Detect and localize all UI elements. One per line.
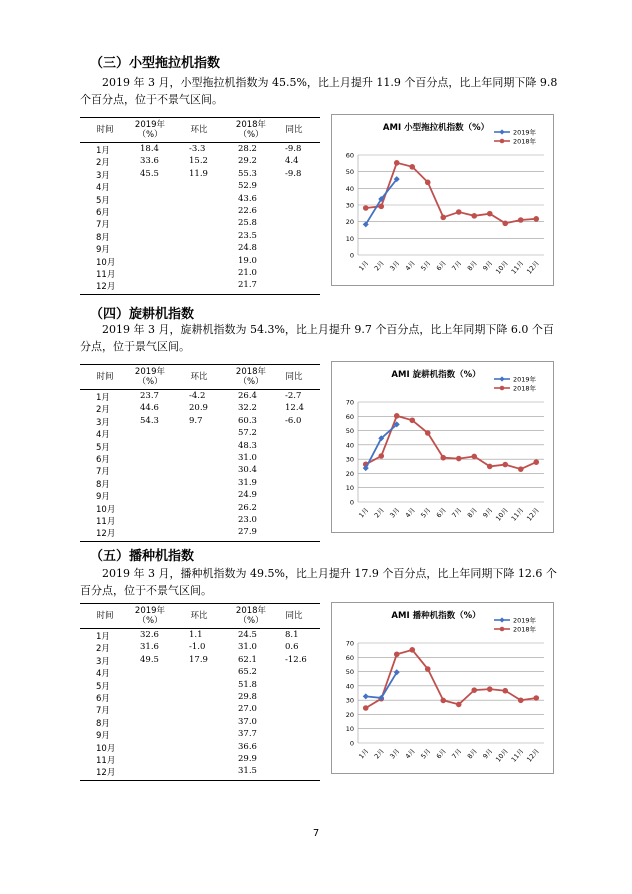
data-point: [502, 688, 508, 694]
y-tick-label: 70: [345, 398, 354, 407]
y-tick-label: 20: [345, 469, 354, 478]
y-tick-label: 50: [345, 168, 354, 177]
table-cell: 1月: [96, 146, 110, 156]
chart-title: AMI 小型拖拉机指数（%）: [382, 123, 490, 133]
section-paragraph: 2019 年 3 月，播种机指数为 49.5%，比上月提升 17.9 个百分点，比上年同期下降 12.6 个百分点，位于不景气区间。: [80, 567, 557, 597]
table-row: [80, 766, 320, 778]
series-line: [366, 650, 537, 708]
table-cell: 4月: [96, 669, 110, 680]
x-tick-label: 10月: [494, 747, 510, 764]
data-point: [378, 204, 384, 210]
x-tick-label: 10月: [494, 506, 510, 523]
table-cell: 31.5: [238, 766, 257, 777]
section-heading: （五）播种机指数: [90, 549, 195, 564]
x-tick-label: 7月: [450, 747, 464, 761]
section-paragraph: 2019 年 3 月，小型拖拉机指数为 45.5%，比上月提升 11.9 个百分点，比上年同期下降 9.8 个百分点，位于不景气区间。: [80, 76, 558, 106]
x-tick-label: 2月: [372, 259, 386, 273]
legend-marker: [500, 627, 505, 632]
section-paragraph: 2019 年 3 月，旋耕机指数为 54.3%，比上月提升 9.7 个百分点，比上年同期下降 6.0 个百分点，位于景气区间。: [80, 323, 554, 353]
table-cell: 17.9: [189, 654, 208, 665]
table-row: [80, 403, 320, 415]
table-cell: 18.4: [140, 144, 159, 154]
series-line: [366, 416, 537, 469]
table-cell: 30.4: [238, 465, 257, 476]
y-tick-label: 50: [345, 668, 354, 677]
page-number: 7: [312, 828, 320, 839]
table-cell: 11月: [96, 517, 116, 527]
table-cell: 54.3: [140, 415, 159, 426]
table-header-cell: 2018年 （%）: [235, 367, 267, 387]
x-tick-label: 4月: [403, 259, 417, 273]
data-point: [456, 702, 462, 708]
section-heading: （四）旋耕机指数: [90, 307, 195, 322]
table-row: [80, 428, 320, 440]
table-cell: 31.0: [238, 453, 257, 463]
table-cell: 8月: [96, 232, 110, 243]
table-cell: -2.7: [285, 391, 302, 401]
x-tick-label: 11月: [509, 506, 526, 523]
x-tick-label: 5月: [419, 747, 433, 761]
table-cell: 7月: [96, 220, 110, 231]
data-point: [533, 695, 539, 701]
y-tick-label: 40: [345, 682, 354, 691]
table-header-row: [80, 117, 320, 143]
table-row: [80, 243, 320, 255]
y-tick-label: 20: [345, 710, 354, 719]
data-point: [440, 698, 446, 704]
table-cell: 31.0: [238, 642, 257, 653]
table-cell: 5月: [96, 442, 110, 453]
legend-marker: [499, 129, 504, 134]
table-cell: 3月: [96, 656, 110, 667]
table-cell: 24.9: [238, 490, 257, 501]
line-chart-rotary-tiller: [331, 361, 554, 533]
data-point: [425, 430, 431, 436]
table-header-cell: 2019年 （%）: [134, 606, 166, 626]
data-point: [394, 413, 400, 419]
data-point: [533, 459, 539, 465]
x-tick-label: 12月: [525, 747, 541, 764]
data-point: [440, 215, 446, 221]
table-cell: 8月: [96, 479, 110, 490]
x-tick-label: 3月: [388, 506, 402, 520]
x-tick-label: 9月: [481, 506, 495, 520]
table-cell: 23.7: [140, 391, 159, 401]
x-tick-label: 7月: [450, 506, 464, 520]
table-row: [80, 503, 320, 515]
table-header-cell: 环比: [190, 611, 208, 621]
table-cell: 24.8: [238, 243, 257, 254]
table-cell: 25.8: [238, 218, 257, 229]
data-point: [440, 455, 446, 461]
legend-marker: [499, 617, 504, 622]
table-cell: 21.7: [238, 280, 257, 291]
table-cell: -4.2: [189, 391, 206, 401]
x-tick-label: 7月: [450, 259, 464, 273]
legend-label: 2018年: [513, 137, 537, 146]
table-row: [80, 642, 320, 654]
line-chart-small-tractor: [331, 114, 554, 286]
table-cell: -9.8: [285, 144, 302, 154]
legend-label: 2018年: [513, 384, 537, 393]
table-cell: 19.0: [238, 255, 257, 266]
line-chart-seeder: [331, 602, 554, 774]
legend-marker: [500, 139, 505, 144]
table-header-cell: 同比: [285, 372, 303, 382]
table-cell: 29.9: [238, 754, 257, 764]
table-cell: 23.0: [238, 515, 257, 525]
table-cell: 7月: [96, 467, 110, 478]
data-point: [425, 666, 431, 672]
table-row: [80, 527, 320, 539]
data-point: [456, 209, 462, 215]
table-cell: 43.6: [238, 193, 257, 204]
x-tick-label: 2月: [372, 747, 386, 761]
x-tick-label: 8月: [465, 747, 479, 761]
table-row: [80, 667, 320, 679]
table-row: [80, 268, 320, 280]
x-tick-label: 6月: [434, 506, 448, 520]
y-tick-label: 10: [345, 725, 354, 734]
table-cell: 7月: [96, 706, 110, 717]
table-row: [80, 218, 320, 230]
table-bottom-rule: [80, 294, 320, 295]
table-cell: 23.5: [238, 230, 257, 241]
data-point: [487, 211, 493, 217]
table-header-cell: 2019年 （%）: [134, 120, 166, 140]
table-cell: 5月: [96, 681, 110, 692]
table-row: [80, 490, 320, 502]
table-row: [80, 256, 320, 268]
table-cell: 26.2: [238, 502, 257, 513]
table-cell: 45.5: [140, 168, 159, 179]
table-cell: 26.4: [238, 391, 257, 401]
table-cell: 11月: [96, 270, 116, 280]
table-cell: 11.9: [189, 168, 208, 179]
table-cell: 9月: [96, 245, 110, 256]
table-cell: 62.1: [238, 654, 257, 665]
table-cell: 12月: [96, 768, 116, 779]
data-point: [518, 697, 524, 703]
table-cell: 3月: [96, 417, 110, 428]
table-row: [80, 453, 320, 465]
table-cell: 1月: [96, 632, 110, 642]
table-header-cell: 2018年 （%）: [235, 606, 267, 626]
table-bottom-rule: [80, 541, 320, 542]
table-cell: 12月: [96, 282, 116, 293]
table-cell: 49.5: [140, 654, 159, 665]
x-tick-label: 1月: [357, 506, 371, 520]
y-tick-label: 10: [345, 234, 354, 243]
data-point: [518, 217, 524, 223]
table-cell: 27.0: [238, 704, 257, 715]
y-tick-label: 40: [345, 184, 354, 193]
table-cell: 44.6: [140, 403, 159, 414]
series-line: [366, 672, 397, 698]
table-cell: 5月: [96, 195, 110, 206]
table-row: [80, 754, 320, 766]
data-point: [456, 456, 462, 462]
y-tick-label: 20: [345, 218, 354, 227]
table-row: [80, 416, 320, 428]
x-tick-label: 3月: [388, 259, 402, 273]
table-header-row: [80, 364, 320, 390]
table-cell: 8月: [96, 718, 110, 729]
table-row: [80, 144, 320, 156]
data-point: [409, 647, 415, 653]
table-cell: 10月: [96, 257, 116, 268]
data-point: [502, 221, 508, 227]
table-cell: 9月: [96, 492, 110, 503]
y-tick-label: 40: [345, 441, 354, 450]
table-cell: 51.8: [238, 679, 257, 690]
table-cell: 31.6: [140, 642, 159, 653]
x-tick-label: 8月: [465, 259, 479, 273]
y-tick-label: 60: [345, 412, 354, 421]
data-point: [394, 651, 400, 657]
table-row: [80, 465, 320, 477]
table-bottom-rule: [80, 780, 320, 781]
x-tick-label: 4月: [403, 506, 417, 520]
table-cell: 21.0: [238, 268, 257, 278]
y-tick-label: 30: [345, 201, 354, 210]
table-cell: 20.9: [189, 403, 208, 414]
table-cell: 3月: [96, 170, 110, 181]
table-row: [80, 717, 320, 729]
y-tick-label: 0: [349, 498, 354, 507]
table-cell: 65.2: [238, 667, 257, 678]
table-cell: 12月: [96, 529, 116, 540]
table-cell: 48.3: [238, 440, 257, 451]
table-header-cell: 2019年 （%）: [134, 367, 166, 387]
legend-label: 2019年: [513, 375, 537, 384]
table-header-cell: 同比: [285, 611, 303, 621]
table-row: [80, 206, 320, 218]
y-tick-label: 50: [345, 427, 354, 436]
x-tick-label: 8月: [465, 506, 479, 520]
x-tick-label: 1月: [357, 259, 371, 273]
table-cell: 0.6: [285, 642, 299, 653]
table-cell: 36.6: [238, 741, 257, 752]
table-row: [80, 169, 320, 181]
table-row: [80, 729, 320, 741]
x-tick-label: 6月: [434, 747, 448, 761]
table-header-cell: 环比: [190, 125, 208, 135]
table-row: [80, 680, 320, 692]
section-heading: （三）小型拖拉机指数: [90, 56, 221, 71]
x-tick-label: 12月: [525, 506, 541, 523]
table-row: [80, 181, 320, 193]
table-row: [80, 704, 320, 716]
table-cell: 9.7: [189, 415, 203, 426]
table-cell: 2月: [96, 158, 110, 169]
table-cell: 1月: [96, 393, 110, 403]
table-row: [80, 441, 320, 453]
table-cell: 4月: [96, 183, 110, 194]
table-row: [80, 692, 320, 704]
data-point: [409, 164, 415, 170]
table-row: [80, 391, 320, 403]
x-tick-label: 9月: [481, 747, 495, 761]
table-cell: 11月: [96, 756, 116, 766]
x-tick-label: 5月: [419, 506, 433, 520]
table-cell: 28.2: [238, 144, 257, 154]
table-row: [80, 630, 320, 642]
table-row: [80, 655, 320, 667]
table-header-cell: 同比: [285, 125, 303, 135]
table-row: [80, 515, 320, 527]
table-cell: 2月: [96, 405, 110, 416]
data-point: [533, 216, 539, 222]
table-row: [80, 280, 320, 292]
data-point: [518, 466, 524, 472]
data-point: [487, 686, 493, 692]
x-tick-label: 6月: [434, 259, 448, 273]
data-point: [471, 687, 477, 693]
y-tick-label: 60: [345, 151, 354, 160]
table-cell: 31.9: [238, 477, 257, 488]
chart-title: AMI 旋耕机指数（%）: [391, 370, 481, 380]
table-cell: 37.0: [238, 716, 257, 727]
x-tick-label: 9月: [481, 259, 495, 273]
table-cell: 8.1: [285, 630, 299, 640]
y-tick-label: 30: [345, 455, 354, 464]
data-point: [502, 462, 508, 468]
legend-marker: [499, 376, 504, 381]
table-cell: 6月: [96, 694, 110, 704]
table-cell: 52.9: [238, 181, 257, 192]
y-tick-label: 30: [345, 696, 354, 705]
data-point: [363, 693, 369, 699]
table-cell: 29.8: [238, 692, 257, 702]
table-cell: 32.2: [238, 403, 257, 414]
data-point: [471, 213, 477, 219]
table-cell: 6月: [96, 208, 110, 218]
table-header-cell: 时间: [96, 372, 114, 382]
table-cell: 22.6: [238, 206, 257, 216]
y-tick-label: 0: [349, 251, 354, 260]
table-cell: 6月: [96, 455, 110, 465]
table-cell: 27.9: [238, 527, 257, 538]
data-point: [363, 205, 369, 211]
table-cell: 55.3: [238, 168, 257, 179]
table-row: [80, 742, 320, 754]
table-cell: -3.3: [189, 144, 206, 154]
table-cell: -9.8: [285, 168, 302, 179]
data-point: [363, 705, 369, 711]
table-cell: 10月: [96, 743, 116, 754]
table-header-row: [80, 603, 320, 629]
table-row: [80, 194, 320, 206]
table-header-cell: 时间: [96, 611, 114, 621]
table-cell: 29.2: [238, 156, 257, 167]
y-tick-label: 10: [345, 484, 354, 493]
y-tick-label: 70: [345, 639, 354, 648]
x-tick-label: 5月: [419, 259, 433, 273]
table-cell: 4月: [96, 430, 110, 441]
table-cell: 57.2: [238, 428, 257, 439]
table-header-cell: 时间: [96, 125, 114, 135]
x-tick-label: 4月: [403, 747, 417, 761]
table-cell: 4.4: [285, 156, 299, 167]
table-cell: -1.0: [189, 642, 206, 653]
legend-label: 2018年: [513, 625, 537, 634]
table-row: [80, 478, 320, 490]
table-header-cell: 2018年 （%）: [235, 120, 267, 140]
data-point: [409, 417, 415, 423]
y-tick-label: 60: [345, 653, 354, 662]
table-cell: 37.7: [238, 729, 257, 740]
x-tick-label: 2月: [372, 506, 386, 520]
x-tick-label: 11月: [509, 259, 526, 276]
table-header-cell: 环比: [190, 372, 208, 382]
chart-title: AMI 播种机指数（%）: [391, 611, 481, 621]
data-point: [487, 464, 493, 470]
table-cell: 9月: [96, 731, 110, 742]
legend-label: 2019年: [513, 128, 537, 137]
x-tick-label: 1月: [357, 747, 371, 761]
table-cell: 12.4: [285, 403, 304, 414]
legend-label: 2019年: [513, 616, 537, 625]
x-tick-label: 10月: [494, 259, 510, 276]
table-cell: -12.6: [285, 654, 307, 665]
data-point: [378, 453, 384, 459]
table-cell: 60.3: [238, 415, 257, 426]
data-point: [394, 160, 400, 166]
table-cell: 32.6: [140, 630, 159, 640]
table-cell: 15.2: [189, 156, 208, 167]
table-cell: 24.5: [238, 630, 257, 640]
data-point: [425, 180, 431, 186]
y-tick-label: 0: [349, 739, 354, 748]
table-cell: 2月: [96, 644, 110, 655]
table-cell: 10月: [96, 504, 116, 515]
table-row: [80, 231, 320, 243]
data-point: [471, 454, 477, 460]
legend-marker: [500, 386, 505, 391]
table-cell: 1.1: [189, 630, 203, 640]
table-cell: 33.6: [140, 156, 159, 167]
x-tick-label: 3月: [388, 747, 402, 761]
table-cell: -6.0: [285, 415, 302, 426]
x-tick-label: 12月: [525, 259, 541, 276]
x-tick-label: 11月: [509, 747, 526, 764]
table-row: [80, 156, 320, 168]
